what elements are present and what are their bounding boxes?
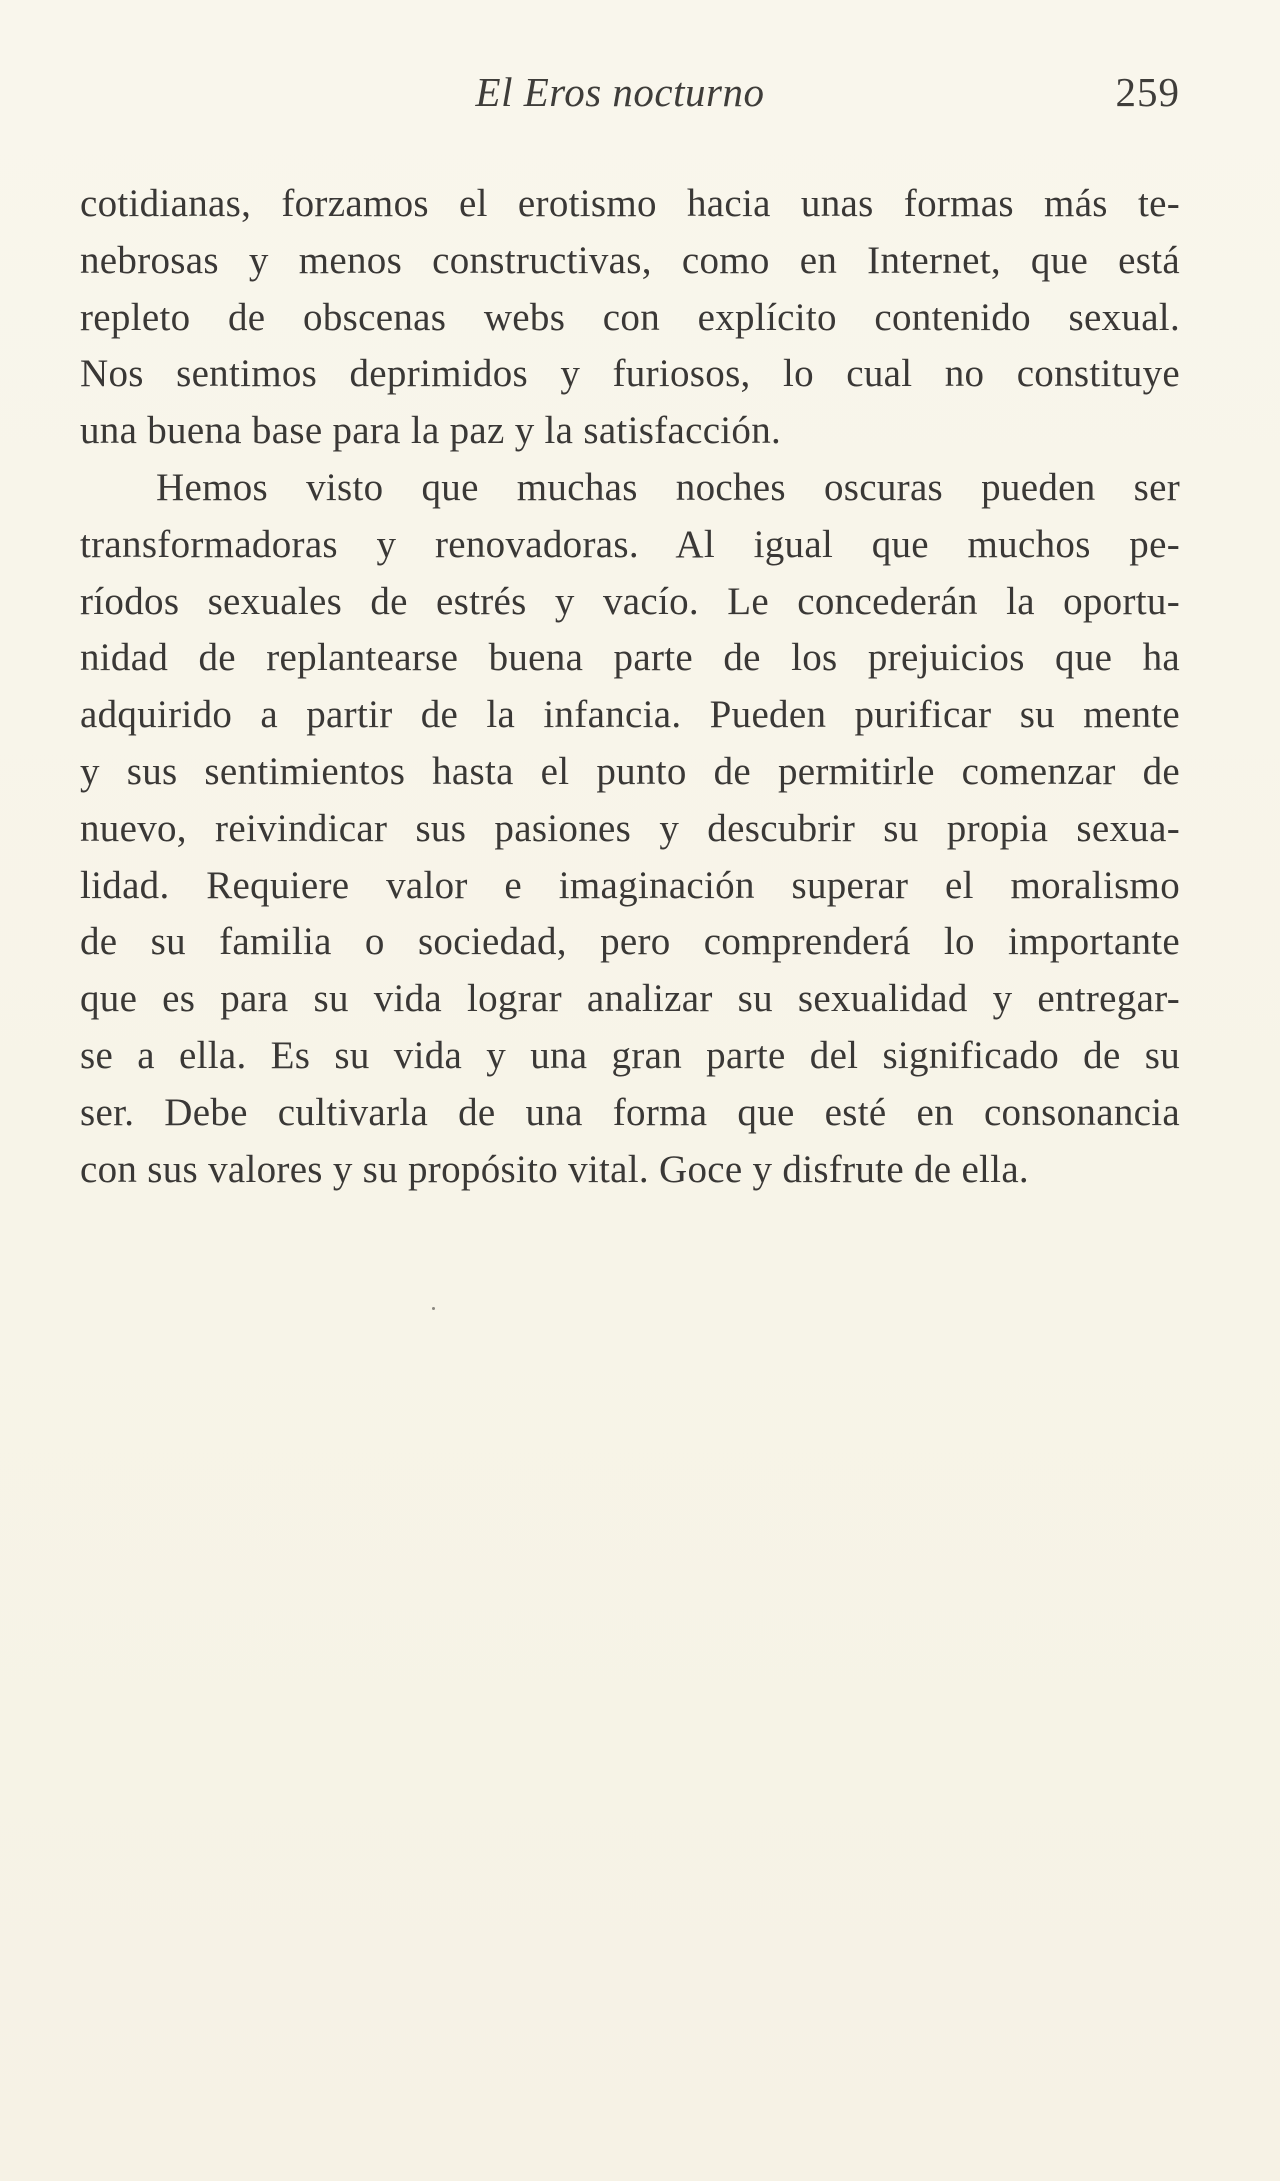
- text-line: nuevo, reivindicar sus pasiones y descubrir su propia sexua-: [80, 806, 1180, 850]
- text-line: repleto de obscenas webs con explícito contenido sexual.: [80, 295, 1180, 339]
- paragraph-2: [80, 460, 1180, 1198]
- text-line: nidad de replantearse buena parte de los prejuicios que ha: [80, 636, 1180, 680]
- text-line: de su familia o sociedad, pero comprenderá lo importante: [80, 920, 1180, 964]
- text-line: una buena base para la paz y la satisfacción.: [80, 409, 782, 453]
- running-head: [0, 62, 1280, 122]
- paper-speck: [432, 1307, 435, 1310]
- text-line: transformadoras y renovadoras. Al igual que muchos pe-: [80, 522, 1180, 566]
- text-line: lidad. Requiere valor e imaginación superar el moralismo: [80, 863, 1180, 907]
- running-title: El Eros nocturno: [475, 69, 765, 115]
- text-line: y sus sentimientos hasta el punto de permitirle comenzar de: [80, 749, 1180, 793]
- text-line: nebrosas y menos constructivas, como en Internet, que está: [80, 238, 1180, 282]
- text-line: que es para su vida lograr analizar su sexualidad y entregar-: [80, 977, 1180, 1021]
- text-line: adquirido a partir de la infancia. Pueden purificar su mente: [80, 693, 1180, 737]
- text-line: Hemos visto que muchas noches oscuras pueden ser: [156, 465, 1180, 509]
- text-line: Nos sentimos deprimidos y furiosos, lo cual no constituye: [80, 352, 1180, 396]
- page-number: 259: [1115, 69, 1180, 115]
- text-line: con sus valores y su propósito vital. Goce y disfrute de ella.: [80, 1147, 1029, 1191]
- text-line: se a ella. Es su vida y una gran parte del significado de su: [80, 1033, 1180, 1077]
- paragraph-1: [80, 176, 1180, 460]
- body-text: [80, 176, 1180, 1198]
- text-line: cotidianas, forzamos el erotismo hacia unas formas más te-: [80, 182, 1180, 225]
- text-line: ser. Debe cultivarla de una forma que esté en consonancia: [80, 1090, 1180, 1134]
- text-line: ríodos sexuales de estrés y vacío. Le concederán la oportu-: [80, 579, 1180, 623]
